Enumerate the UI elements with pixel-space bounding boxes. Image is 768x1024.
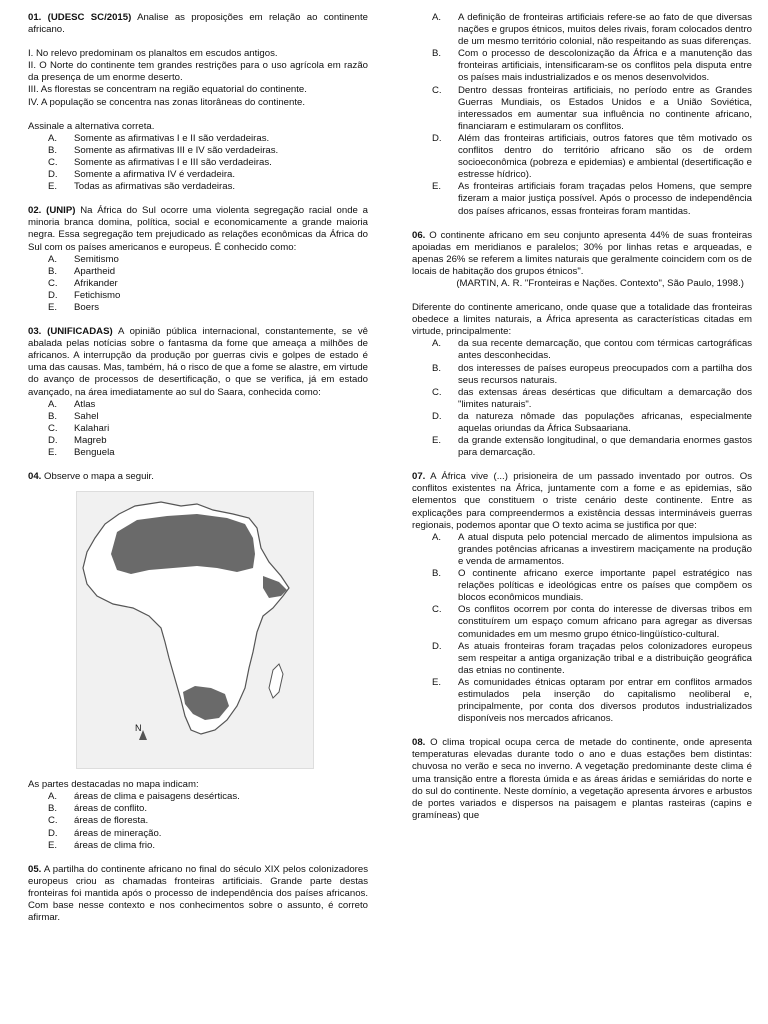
option-c[interactable] [48, 157, 368, 169]
statement: IV. A população se concentra nas zonas litorâneas do continente. [28, 96, 305, 108]
madagascar-shape [269, 664, 283, 698]
option-letter: D. [432, 132, 442, 144]
option-a[interactable] [48, 399, 368, 411]
question-number: 08. [412, 737, 426, 749]
question-1 [28, 12, 368, 193]
question-8 [412, 737, 752, 822]
question-6 [412, 230, 752, 460]
option-letter: A. [48, 132, 58, 144]
option-letter: A. [48, 253, 58, 265]
options-list [412, 12, 752, 218]
option-text: Todas as afirmativas são verdadeiras. [74, 181, 236, 193]
option-text: Somente as afirmativas I e II são verdadeiras. [74, 132, 270, 144]
options-list [28, 399, 368, 459]
option-text: Dentro dessas fronteiras artificiais, no período entre as Grandes Guerras Mundiais, os Estados Unidos e a União Soviética, interessados em aumentar sua influência no continente africano, financiaram e estimularam os conflitos. [458, 84, 752, 132]
option-letter: E. [48, 301, 58, 313]
option-a[interactable] [48, 791, 368, 803]
option-text: da grande extensão longitudinal, o que demandaria enormes gastos para demarcação. [458, 435, 752, 459]
option-text: áreas de floresta. [74, 815, 149, 827]
options-list [28, 254, 368, 314]
statement: III. As florestas se concentram na região equatorial do continente. [28, 84, 307, 96]
sahara-highlight [111, 514, 255, 574]
question-number: 07. [412, 471, 426, 483]
option-letter: D. [48, 169, 58, 181]
statement: II. O Norte do continente tem grandes restrições para o uso agrícola em razão da presença de um enorme deserto. [28, 60, 368, 84]
africa-map [76, 491, 314, 769]
option-letter: B. [48, 803, 58, 815]
left-column [28, 12, 368, 924]
option-letter: D. [48, 434, 58, 446]
question-source: (UNIP) [46, 205, 76, 217]
option-text: Somente a afirmativa IV é verdadeira. [74, 169, 236, 181]
option-text: áreas de clima e paisagens desérticas. [74, 791, 240, 803]
option-text: áreas de conflito. [74, 803, 148, 815]
question-stem: A África vive (...) prisioneira de um passado inventado por outros. Os conflitos existentes na África, juntamente com a fome e as epidemias, são elementos que constituem o triste cenário deste continente. Entre as explicações para compreendermos a existência dessas intermináveis guerras regionais, podemos apontar que O texto acima se justifica por que: [412, 471, 753, 531]
north-label: N [135, 723, 142, 734]
option-letter: C. [48, 815, 58, 827]
question-2 [28, 205, 368, 314]
option-e[interactable] [48, 447, 368, 459]
option-c[interactable] [432, 85, 752, 133]
question-stem: Observe o mapa a seguir. [44, 471, 154, 483]
option-text: áreas de clima frio. [74, 839, 156, 851]
question-prompt: As partes destacadas no mapa indicam: [28, 779, 199, 791]
option-e[interactable] [48, 302, 368, 314]
option-letter: A. [432, 531, 442, 543]
option-text: Afrikander [74, 277, 118, 289]
option-letter: B. [48, 144, 58, 156]
option-letter: B. [432, 568, 442, 580]
option-letter: E. [432, 435, 442, 447]
statement: I. No relevo predominam os planaltos em escudos antigos. [28, 48, 278, 60]
option-text: Kalahari [74, 422, 110, 434]
option-text: As atuais fronteiras foram traçadas pelos colonizadores europeus sem respeitar a antiga organização tribal e a distribuição geográfica das etnias no continente. [458, 640, 752, 676]
question-source: (UNIFICADAS) [47, 326, 113, 338]
question-stem: O clima tropical ocupa cerca de metade do continente, onde apresenta temperaturas elevadas durante todo o ano e duas estações bem distintas: chuvosa no verão e seca no inverno. A vegetação predominante deste clima é uma transição entre a floresta úmida e as áreas áridas e semiáridas do norte e do sul do continente. Neste domínio, a vegetação apresenta árvores e arbustos de portes variados e dispersos na paisagem e plantas rasteiras (capins e gramíneas) que [412, 737, 752, 821]
options-list [412, 338, 752, 459]
option-a[interactable] [432, 338, 752, 362]
option-a[interactable] [432, 532, 752, 568]
question-stem: A partilha do continente africano no final do século XIX pelos colonizadores europeus criou as chamadas fronteiras artificiais. Grande parte destas fronteiras foi mantida após o processo de independência dos países africanos. Com base nesse contexto e nos conhecimentos sobre o assunto, é correto afirmar. [28, 863, 368, 924]
option-c[interactable] [48, 278, 368, 290]
question-stem: Na África do Sul ocorre uma violenta segregação racial onde a minoria branca domina, política, social e economicamente a grande maioria negra. Essa segregação tem prejudicado as relações econômicas da África do Sul com os países americanos e europeus. É conhecido como: [28, 205, 368, 253]
option-text: Benguela [74, 447, 115, 458]
option-e[interactable] [432, 677, 752, 725]
question-prompt: Assinale a alternativa correta. [28, 120, 155, 132]
option-text: Com o processo de descolonização da África e a manutenção das fronteiras artificiais, intensificaram-se os conflitos pela disputa entre os países mais industrializados e os menos desenvolvidos. [458, 48, 752, 84]
option-letter: D. [48, 289, 58, 301]
question-stem: Analise as proposições em relação ao continente africano. [28, 12, 368, 36]
option-letter: D. [432, 410, 442, 422]
option-text: Boers [74, 301, 100, 313]
option-text: dos interesses de países europeus preocupados com a partilha dos seus recursos naturais. [458, 362, 752, 386]
question-prompt: Diferente do continente americano, onde quase que a totalidade das fronteiras obedece a limites naturais, a África apresenta as características citadas em virtude, principalmente: [412, 302, 752, 338]
option-text: Apartheid [74, 265, 116, 277]
option-e[interactable] [48, 181, 368, 193]
option-letter: A. [48, 791, 58, 803]
option-text: As fronteiras artificiais foram traçadas pelos Homens, que sempre fizeram a maior justiça possível. Após o processo de independência dos países africanos, essas fronteiras foram mantidas. [458, 181, 752, 217]
option-c[interactable] [48, 423, 368, 435]
option-e[interactable] [432, 181, 752, 217]
option-a[interactable] [432, 12, 752, 48]
option-letter: A. [432, 338, 442, 350]
option-text: da sua recente demarcação, que contou com térmicas cartográficas antes desconhecidas. [458, 338, 752, 362]
option-letter: C. [48, 156, 58, 168]
option-text: Magreb [74, 434, 107, 446]
option-letter: B. [48, 410, 58, 422]
option-letter: C. [432, 84, 442, 96]
option-letter: C. [48, 277, 58, 289]
option-text: Os conflitos ocorrem por conta do interesse de diversas tribos em constituírem um espaço comum africano para agregar as diversas comunidades em um mesmo grupo étnico-lingüístico-cultural. [458, 604, 752, 640]
question-4 [28, 471, 368, 852]
option-text: das extensas áreas desérticas que dificultam a demarcação dos "limites naturais". [458, 386, 752, 410]
option-b[interactable] [48, 145, 368, 157]
option-text: A atual disputa pelo potencial mercado de alimentos impulsiona as grandes potências africanas a investirem maciçamente na produção e venda de armamentos. [458, 531, 752, 567]
option-a[interactable] [48, 133, 368, 145]
option-text: áreas de mineração. [74, 827, 162, 839]
option-letter: E. [432, 676, 442, 688]
option-b[interactable] [48, 803, 368, 815]
option-text: Sahel [74, 410, 99, 422]
option-e[interactable] [432, 435, 752, 459]
option-letter: C. [432, 386, 442, 398]
option-d[interactable] [432, 133, 752, 181]
option-text: Fetichismo [74, 289, 121, 301]
question-number: 04. [28, 471, 42, 483]
option-c[interactable] [432, 387, 752, 411]
option-text: Somente as afirmativas I e III são verdadeiras. [74, 156, 272, 168]
option-text: Semitismo [74, 253, 119, 265]
option-d[interactable] [48, 435, 368, 447]
options-list [412, 532, 752, 726]
question-stem: O continente africano em seu conjunto apresenta 44% de suas fronteiras apoiadas em meridianos e paralelos; 30% por linhas retas e arqueadas, e apenas 26% se referem a limites naturais que geralmente coincidem com os de locais de habitação dos grupos étnicos". [412, 229, 752, 277]
option-letter: E. [48, 447, 58, 458]
option-text: A definição de fronteiras artificiais refere-se ao fato de que diversas nações e grupos étnicos, muitos deles rivais, foram colocados dentro de um mesmo território colonial, não respeitando as suas diferenças. [458, 12, 752, 48]
africa-map-drawing [77, 492, 313, 768]
options-list [28, 791, 368, 851]
question-number: 01. [28, 12, 42, 23]
question-source: (UDESC SC/2015) [47, 12, 132, 23]
right-column [412, 12, 752, 822]
option-c[interactable] [432, 604, 752, 640]
option-e[interactable] [48, 840, 368, 852]
option-text: As comunidades étnicas optaram por entrar em conflitos armados estimulados pela inserção do capitalismo neoliberal e, principalmente, por conta dos diversos produtos industrializados disponíveis nos mercados africanos. [458, 676, 752, 725]
question-number: 05. [28, 863, 42, 875]
option-letter: D. [432, 640, 442, 652]
option-b[interactable] [432, 48, 752, 84]
question-number: 03. [28, 326, 42, 338]
option-letter: D. [48, 827, 58, 839]
option-text: Somente as afirmativas III e IV são verdadeiras. [74, 144, 279, 156]
option-a[interactable] [48, 254, 368, 266]
option-letter: E. [48, 181, 58, 193]
option-letter: A. [48, 398, 58, 410]
option-text: O continente africano exerce importante papel estratégico nas relações políticas e ideológicas entre os países que compõem os blocos econômicos mundiais. [458, 568, 752, 604]
option-b[interactable] [432, 568, 752, 604]
question-number: 06. [412, 229, 426, 241]
option-d[interactable] [432, 411, 752, 435]
option-letter: A. [432, 12, 442, 23]
question-3 [28, 326, 368, 459]
option-c[interactable] [48, 815, 368, 827]
question-stem: A opinião pública internacional, constantemente, se vê abalada pelas notícias sobre o fantasma da fome que ameaça a milhões de africanos. A interrupção da produção por guerras civis e golpes de estado é uma das causas. Mas, também, há o risco de que a fome se alastre, em virtude do avanço de processos de desertificação, o que se verifica, já em estado avançado, na área imediatamente ao sul do Saara, conhecida como: [28, 326, 369, 398]
citation: (MARTIN, A. R. "Fronteiras e Nações. Contexto", São Paulo, 1998.) [456, 277, 744, 289]
question-7 [412, 471, 752, 725]
option-d[interactable] [48, 828, 368, 840]
option-d[interactable] [48, 169, 368, 181]
option-text: Além das fronteiras artificiais, outros fatores que têm motivado os conflitos dentro do território africano são os de ordem socioeconômica (pobreza e epidemias) e ambiental (desertificação e estresse hídrico). [458, 132, 752, 181]
option-d[interactable] [432, 641, 752, 677]
option-letter: B. [432, 362, 442, 374]
question-5 [28, 864, 368, 924]
option-text: Atlas [74, 398, 96, 410]
option-letter: B. [432, 48, 442, 60]
option-b[interactable] [48, 266, 368, 278]
option-b[interactable] [432, 363, 752, 387]
option-letter: E. [48, 839, 58, 851]
option-d[interactable] [48, 290, 368, 302]
option-letter: B. [48, 265, 58, 277]
option-letter: C. [432, 604, 442, 616]
option-letter: C. [48, 422, 58, 434]
option-b[interactable] [48, 411, 368, 423]
question-number: 02. [28, 205, 42, 217]
option-letter: E. [432, 181, 442, 193]
options-list [28, 133, 368, 193]
option-text: da natureza nômade das populações africanas, especialmente aquelas oriundas da África Subsaariana. [458, 410, 752, 434]
